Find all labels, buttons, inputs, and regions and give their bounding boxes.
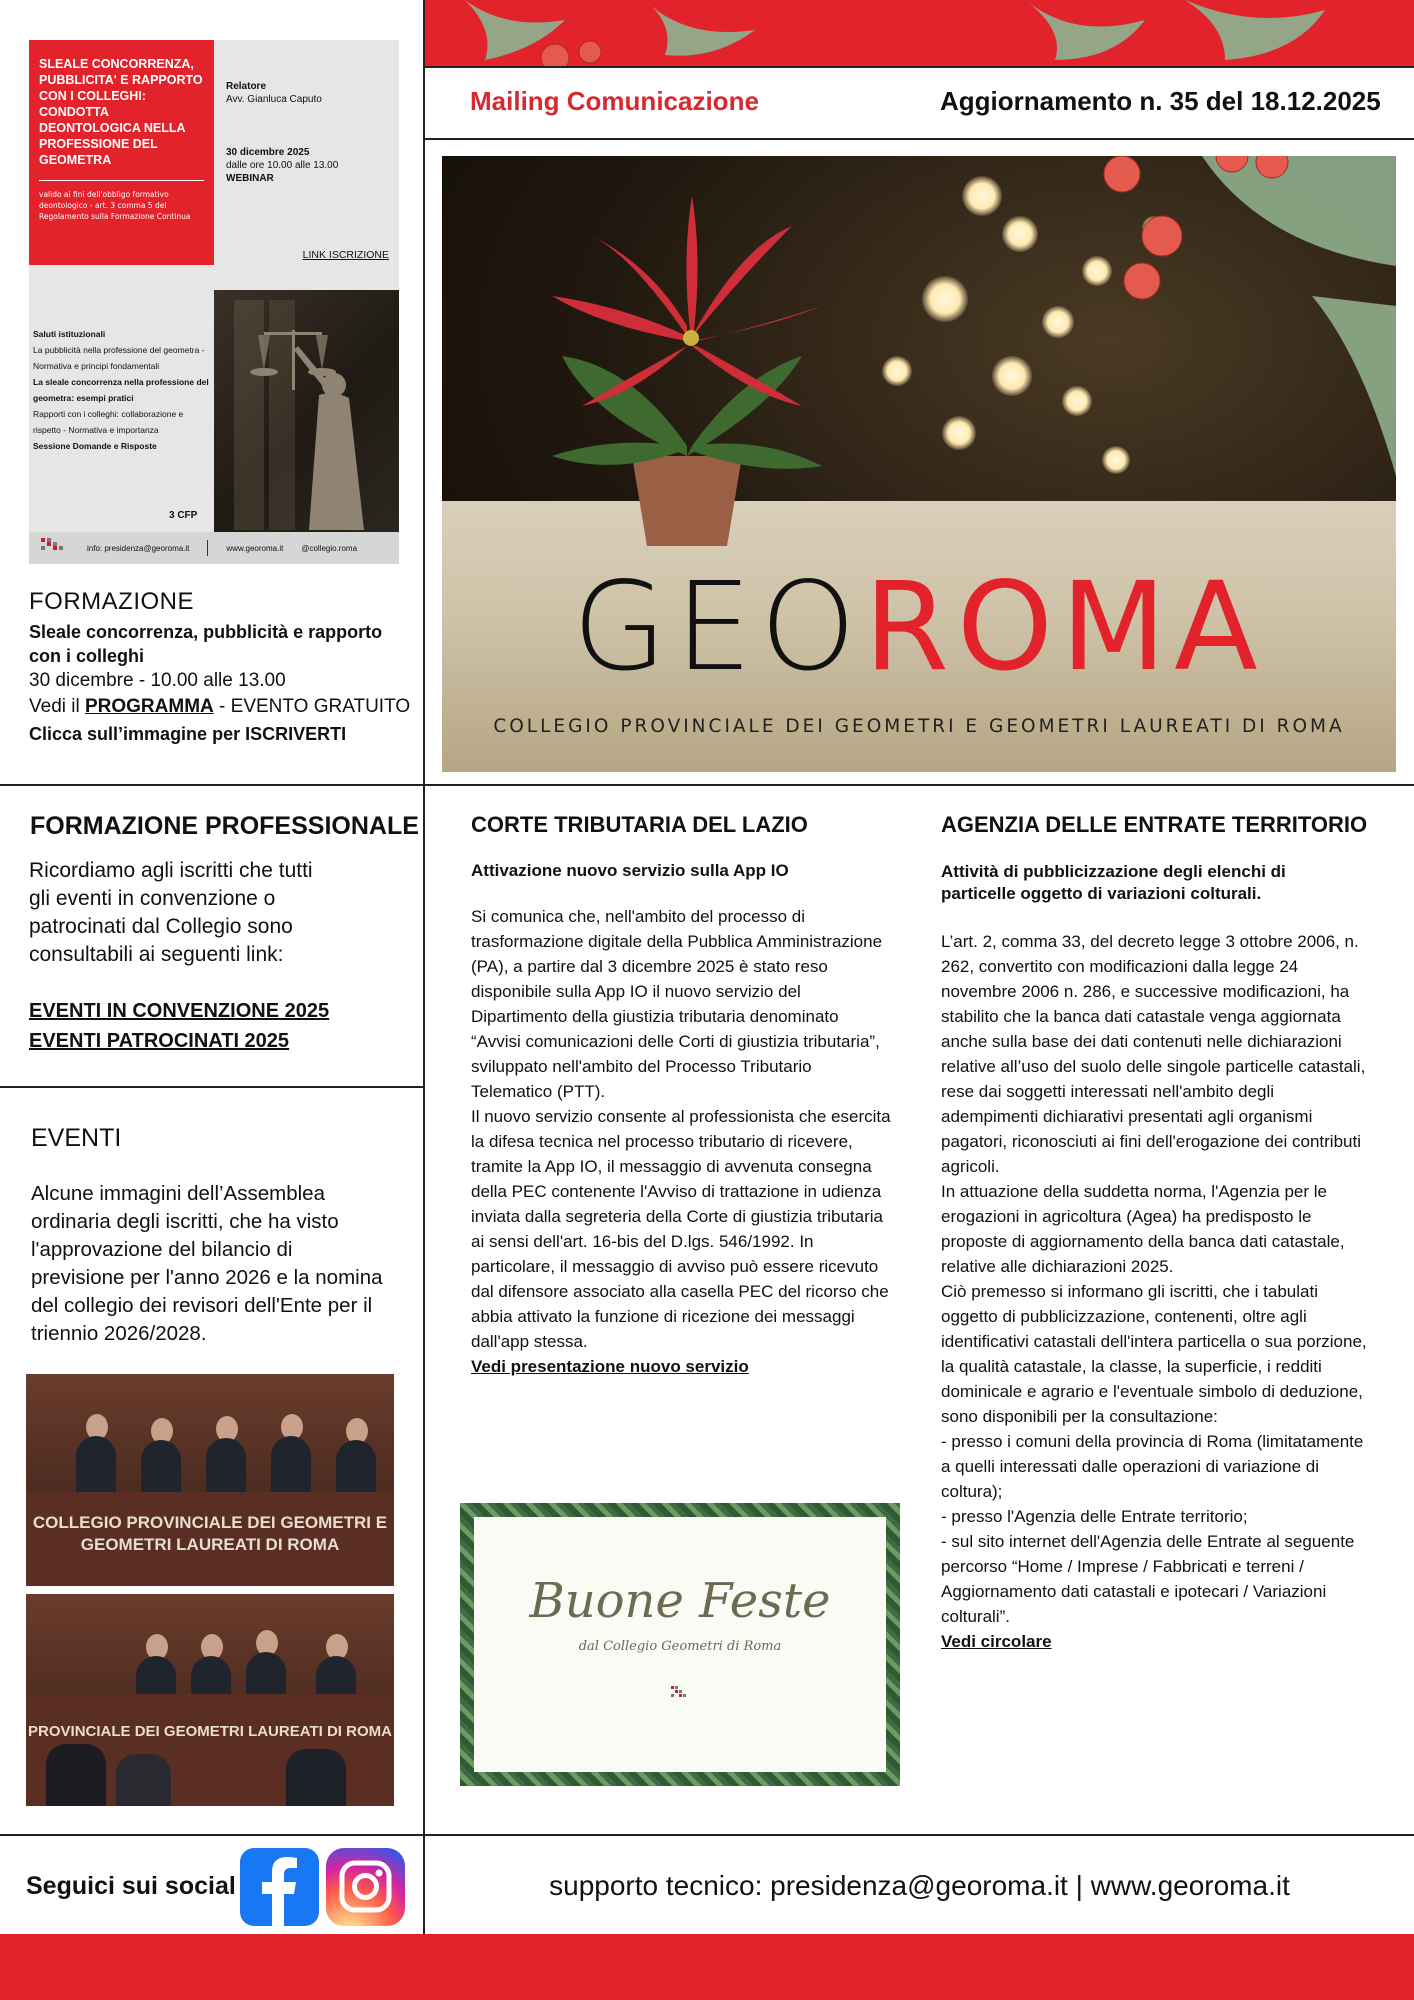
- agenzia-paragraph-2: In attuazione della suddetta norma, l'Agenzia per le erogazioni in agricoltura (Agea) ha predisposto le proposte di aggiornamento della banca dati catastale, relative alle dichiarazioni 2025.: [941, 1182, 1345, 1276]
- header-holly-banner: [425, 0, 1414, 66]
- hero-image: [442, 156, 1396, 772]
- flyer-title-box: [29, 40, 214, 265]
- collegio-subtitle: COLLEGIO PROVINCIALE DEI GEOMETRI E GEOMETRI LAUREATI DI ROMA: [493, 716, 1345, 737]
- greeting-subtitle: dal Collegio Geometri di Roma: [578, 1639, 782, 1654]
- formazione-date: 30 dicembre - 10.00 alle 13.00: [29, 670, 286, 691]
- brand-geo: GEO: [572, 556, 865, 698]
- header-divider-bottom: [425, 138, 1414, 140]
- greeting-title: Buone Feste: [529, 1573, 831, 1629]
- agenzia-bullet-2: - presso l'Agenzia delle Entrate territorio;: [941, 1507, 1248, 1526]
- corte-paragraph-2: Il nuovo servizio consente al professionista che esercita la difesa tecnica nel processo tributario di ricevere, tramite la App IO, il messaggio di avvenuta consegna della PEC contenente l'Avviso di trattazione in udienza inviata dalla segreteria della Corte di giustizia tributaria ai sensi dell'art. 16-bis del D.lgs. 546/1992. In particolare, il messaggio di avviso può essere ricevuto dal difensore associato alla casella PEC del ricorso che abbia attivato la funzione di ricezione dei messaggi dall'app stessa.: [471, 1107, 891, 1351]
- agenzia-bullet-1: - presso i comuni della provincia di Roma (limitatamente a quelli interessati dalle operazioni di variazione di coltura);: [941, 1432, 1364, 1501]
- formazione-title: Sleale concorrenza, pubblicità e rapporto con i colleghi: [29, 622, 383, 666]
- agenzia-entrate-title: AGENZIA DELLE ENTRATE TERRITORIO: [941, 812, 1368, 837]
- footer-divider: [0, 1834, 1414, 1836]
- agenzia-paragraph-3: Ciò premesso si informano gli iscritti, che i tabulati oggetto di pubblicizzazione, contenenti, oltre agli identificativi catastali dell'intera particella o sua porzione, la qualità catastale, la classe, la superficie, i redditi dominicale e agrario e l'eventuale simbolo di deduzione, sono disponibili per la consultazione:: [941, 1282, 1367, 1426]
- webinar-flyer[interactable]: [29, 40, 399, 564]
- footer-red-band: [0, 1934, 1414, 2000]
- hero-divider: [0, 784, 1414, 786]
- formazione-evento: - EVENTO GRATUITO: [219, 696, 411, 717]
- flyer-footer: [29, 532, 399, 564]
- column-divider-left: [423, 0, 425, 2000]
- circolare-link[interactable]: Vedi circolare: [941, 1632, 1052, 1651]
- flyer-footer-site: www.georoma.it: [226, 543, 284, 553]
- formazione-programma-line: [29, 694, 419, 720]
- instagram-icon[interactable]: [326, 1848, 405, 1926]
- flyer-program-item: Saluti istituzionali: [33, 329, 106, 339]
- flyer-program-item: Rapporti con i colleghi: collaborazione e rispetto - Normativa e importanza: [33, 409, 184, 435]
- formazione-clicca: Clicca sull’immagine per ISCRIVERTI: [29, 724, 347, 744]
- flyer-date: 30 dicembre 2025: [226, 147, 310, 158]
- formazione-professionale-title: FORMAZIONE PROFESSIONALE: [30, 812, 419, 840]
- formazione-summary: [29, 588, 419, 746]
- flyer-time: dalle ore 10.00 alle 13.00: [226, 160, 339, 171]
- formazione-vedi: Vedi il: [29, 696, 80, 717]
- formazione-professionale-text: Ricordiamo agli iscritti che tutti gli eventi in convenzione o patrocinati dal Collegio sono consultabili ai seguenti link:: [29, 859, 313, 966]
- flyer-program-item: La sleale concorrenza nella professione del geometra: esempi pratici: [33, 377, 209, 403]
- presentazione-servizio-link[interactable]: Vedi presentazione nuovo servizio: [471, 1357, 749, 1376]
- flyer-footer-email: info: presidenza@georoma.it: [87, 543, 190, 553]
- assemblea-photo-1: [26, 1374, 394, 1586]
- flyer-link-iscrizione[interactable]: LINK ISCRIZIONE: [302, 249, 389, 261]
- collegio-logo-icon: [39, 536, 69, 560]
- assemblea-photo-2: [26, 1594, 394, 1806]
- flyer-cfp: 3 CFP: [169, 510, 198, 521]
- eventi-patrocinati-link[interactable]: EVENTI PATROCINATI 2025: [29, 1030, 290, 1052]
- brand-roma: ROMA: [864, 556, 1266, 698]
- flyer-info: [226, 80, 396, 185]
- corte-tributaria-title: CORTE TRIBUTARIA DEL LAZIO: [471, 812, 808, 837]
- flyer-mode: WEBINAR: [226, 173, 274, 184]
- flyer-relatore: Avv. Gianluca Caputo: [226, 94, 322, 105]
- flyer-footer-social: @collegio.roma: [301, 543, 358, 553]
- flyer-title: SLEALE CONCORRENZA, PUBBLICITA' E RAPPORTO CON I COLLEGHI: CONDOTTA DEONTOLOGICA NELLA PROFESSIONE DEL GEOMETRA: [39, 57, 203, 167]
- programma-link[interactable]: PROGRAMMA: [84, 696, 214, 717]
- photo-1-banner: COLLEGIO PROVINCIALE DEI GEOMETRI E GEOMETRI LAUREATI DI ROMA: [26, 1492, 394, 1586]
- formazione-professionale-links: [29, 996, 329, 1056]
- facebook-icon[interactable]: [240, 1848, 319, 1926]
- mailing-title: Mailing Comunicazione: [470, 86, 759, 116]
- support-contact: supporto tecnico: presidenza@georoma.it | www.georoma.it: [549, 1870, 1290, 1901]
- formazione-label: FORMAZIONE: [29, 588, 194, 615]
- collegio-logo-icon: [670, 1685, 690, 1705]
- header-divider-top: [425, 66, 1414, 68]
- flyer-program-item: Sessione Domande e Risposte: [33, 441, 157, 451]
- flyer-program: [33, 326, 211, 454]
- update-number: Aggiornamento n. 35 del 18.12.2025: [940, 86, 1381, 116]
- agenzia-entrate-body: [941, 929, 1376, 1654]
- flyer-program-item: La pubblicità nella professione del geometra - Normativa e principi fondamentali: [33, 345, 205, 371]
- georoma-logo: [442, 556, 1396, 698]
- buone-feste-card: [460, 1503, 900, 1786]
- agenzia-paragraph-1: L’art. 2, comma 33, del decreto legge 3 ottobre 2006, n. 262, convertito con modificazioni dalla legge 24 novembre 2006 n. 286, e successive modificazioni, ha stabilito che la banca dati catastale venga aggiornata anche sulla base dei dati contenuti nelle dichiarazioni relative all’uso del suolo delle singole particelle catastali, rese dai soggetti interessati nell'ambito degli adempimenti dichiarativi presentati agli organismi pagatori, riconosciuti ai fini dell'erogazione dei contributi agricoli.: [941, 932, 1366, 1176]
- social-label: Seguici sui social: [26, 1872, 236, 1900]
- agenzia-entrate-subtitle: Attività di pubblicizzazione degli elenchi di particelle oggetto di variazioni colturali.: [941, 862, 1286, 903]
- left-section-divider: [0, 1086, 424, 1088]
- eventi-title: EVENTI: [31, 1124, 122, 1152]
- eventi-text: Alcune immagini dell’Assemblea ordinaria degli iscritti, che ha visto l'approvazione del bilancio di previsione per l'anno 2026 e la nomina del collegio dei revisori dell'Ente per il triennio 2026/2028.: [31, 1182, 383, 1345]
- agenzia-bullet-3: - sul sito internet dell'Agenzia delle Entrate al seguente percorso “Home / Imprese / Fabbricati e terreni / Aggiornamento dati catastali e ipotecari / Variazioni colturali”.: [941, 1532, 1355, 1626]
- corte-tributaria-body: [471, 904, 891, 1379]
- corte-tributaria-subtitle: Attivazione nuovo servizio sulla App IO: [471, 861, 789, 880]
- corte-paragraph-1: Si comunica che, nell'ambito del processo di trasformazione digitale della Pubblica Amministrazione (PA), a partire dal 3 dicembre 2025 è stato reso disponibile sulla App IO il nuovo servizio del Dipartimento della giustizia tributaria denominato “Avvisi comunicazioni delle Corti di giustizia tributaria”, sviluppato nell'ambito del Processo Tributario Telematico (PTT).: [471, 907, 883, 1101]
- photo-2-banner: PROVINCIALE DEI GEOMETRI LAUREATI DI ROMA: [26, 1694, 394, 1806]
- flyer-relatore-label: Relatore: [226, 81, 267, 92]
- eventi-convenzione-link[interactable]: EVENTI IN CONVENZIONE 2025: [29, 1000, 330, 1022]
- justice-statue-image: [214, 290, 399, 532]
- flyer-note: valido ai fini dell'obbligo formativo deontologico - art. 3 comma 5 del Regolamento sulla Formazione Continua: [39, 190, 191, 221]
